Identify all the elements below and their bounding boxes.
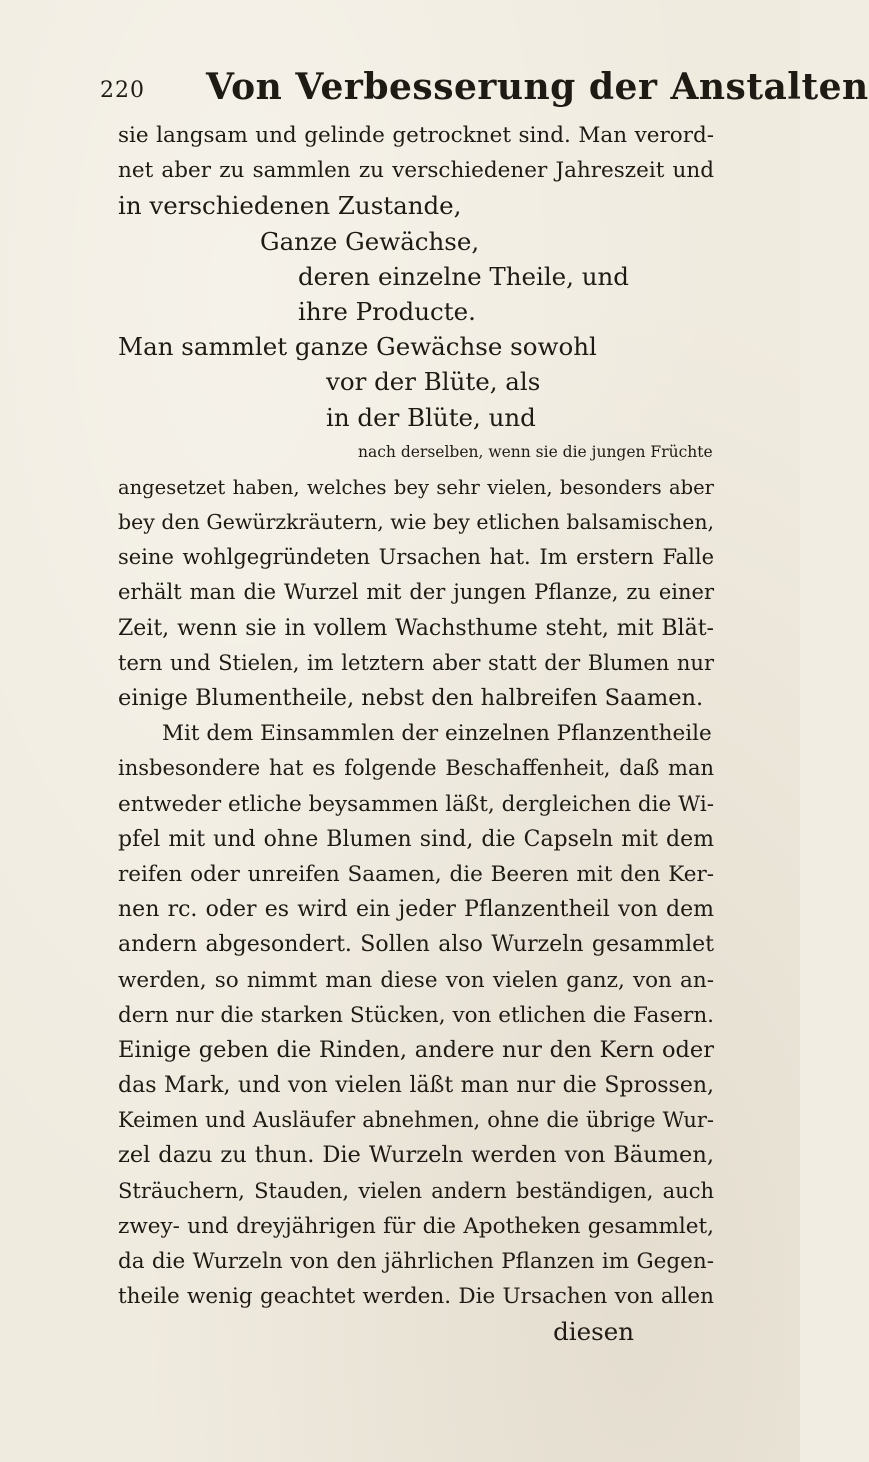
text-line: zel dazu zu thun. Die Wurzeln werden von Bäumen, bbox=[118, 1142, 714, 1169]
text-line: in der Blüte, und bbox=[326, 402, 536, 432]
page-number: 220 bbox=[100, 78, 145, 103]
text-line: einige Blumentheile, nebst den halbreifen Saamen. bbox=[118, 685, 704, 711]
text-line: bey den Gewürzkräutern, wie bey etlichen balsamischen, bbox=[118, 510, 715, 535]
text-line: nen rc. oder es wird ein jeder Pflanzentheil von dem bbox=[118, 897, 714, 923]
text-line: das Mark, und von vielen läßt man nur die Sprossen, bbox=[118, 1073, 714, 1099]
text-line: andern abgesondert. Sollen also Wurzeln gesammlet bbox=[118, 932, 714, 958]
text-line: tern und Stielen, im letztern aber statt der Blumen nur bbox=[118, 650, 714, 675]
running-head: Von Verbesserung der Anstalten bbox=[206, 66, 869, 108]
text-line: Einige geben die Rinden, andere nur den Kern oder bbox=[118, 1036, 714, 1063]
text-line: angesetzet haben, welches bey sehr vielen, besonders aber bbox=[118, 475, 714, 499]
text-line: zwey- und dreyjährigen für die Apotheken gesammlet, bbox=[118, 1213, 714, 1239]
text-line: in verschiedenen Zustande, bbox=[118, 191, 462, 221]
text-line: da die Wurzeln von den jährlichen Pflanzen im Gegen- bbox=[118, 1249, 714, 1274]
text-line: entweder etliche beysammen läßt, dergleichen die Wi- bbox=[118, 791, 714, 817]
page-header bbox=[82, 62, 869, 112]
text-line: Sträuchern, Stauden, vielen andern beständigen, auch bbox=[118, 1178, 714, 1203]
text-line: dern nur die starken Stücken, von etlichen die Fasern. bbox=[118, 1002, 714, 1028]
text-line: reifen oder unreifen Saamen, die Beeren mit den Ker- bbox=[118, 861, 714, 887]
text-line: insbesondere hat es folgende Beschaffenheit, daß man bbox=[118, 756, 714, 781]
text-line: Keimen und Ausläufer abnehmen, ohne die übrige Wur- bbox=[118, 1108, 714, 1133]
text-line: Mit dem Einsammlen der einzelnen Pflanzentheile bbox=[162, 721, 712, 747]
text-line: ihre Producte. bbox=[298, 296, 476, 326]
text-line: deren einzelne Theile, und bbox=[298, 261, 629, 291]
text-line: nach derselben, wenn sie die jungen Früchte bbox=[358, 442, 713, 461]
text-line: Ganze Gewächse, bbox=[260, 226, 480, 256]
text-line: erhält man die Wurzel mit der jungen Pflanze, zu einer bbox=[118, 580, 714, 605]
text-line: sie langsam und gelinde getrocknet sind. Man verord- bbox=[118, 123, 714, 148]
text-line: werden, so nimmt man diese von vielen ganz, von an- bbox=[118, 967, 714, 993]
text-line: net aber zu sammlen zu verschiedener Jahreszeit und bbox=[118, 158, 714, 184]
body-text bbox=[118, 118, 714, 1350]
text-line: Man sammlet ganze Gewächse sowohl bbox=[118, 332, 597, 362]
text-line: seine wohlgegründeten Ursachen hat. Im erstern Falle bbox=[118, 545, 714, 570]
text-line: Zeit, wenn sie in vollem Wachsthume steht, mit Blät- bbox=[118, 615, 714, 641]
catchword: diesen bbox=[553, 1317, 634, 1347]
text-line: pfel mit und ohne Blumen sind, die Capseln mit dem bbox=[118, 826, 714, 852]
text-line: theile wenig geachtet werden. Die Ursachen von allen bbox=[118, 1284, 714, 1310]
text-line: vor der Blüte, als bbox=[326, 367, 541, 397]
